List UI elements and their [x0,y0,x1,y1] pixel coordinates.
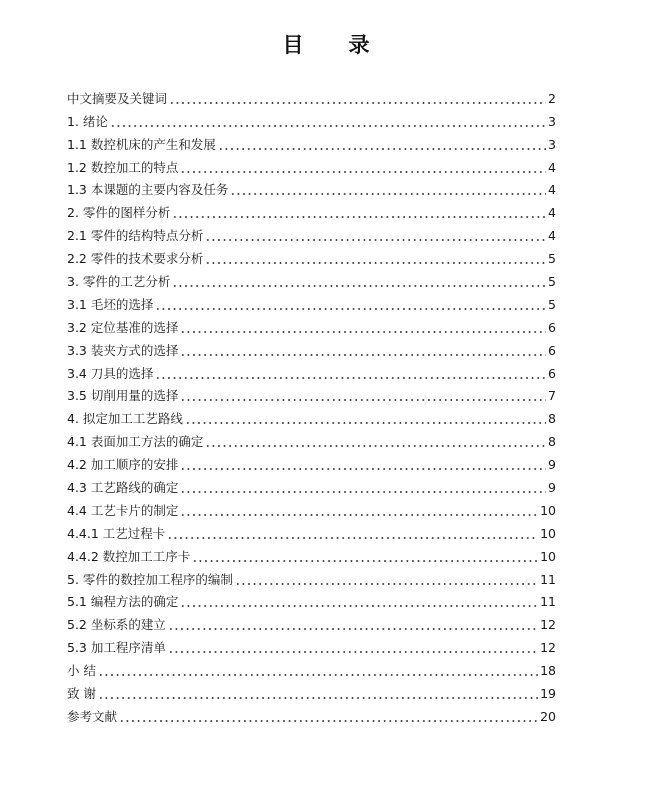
toc-entry-label: 4.4.1 工艺过程卡 [67,525,166,541]
toc-entry-page: 8 [548,434,556,450]
toc-entry[interactable] [67,221,556,244]
toc-entry[interactable] [67,450,556,473]
toc-entry[interactable] [67,267,556,290]
toc-entry[interactable] [67,313,556,336]
toc-entry-label: 5. 零件的数控加工程序的编制 [67,571,233,587]
toc-entry-page: 9 [548,480,556,496]
toc-leader-dots [180,386,546,402]
toc-leader-dots [167,524,538,540]
toc-entry[interactable] [67,542,556,565]
toc-entry-label: 1.3 本课题的主要内容及任务 [67,182,229,198]
toc-entry-label: 3. 零件的工艺分析 [67,274,171,290]
toc-entry-label: 4.4 工艺卡片的制定 [67,502,179,518]
toc-entry[interactable] [67,610,556,633]
toc-entry[interactable] [67,107,556,130]
toc-entry-label: 4.1 表面加工方法的确定 [67,434,204,450]
toc-entry[interactable] [67,244,556,267]
toc-entry-label: 1.1 数控机床的产生和发展 [67,136,216,152]
toc-leader-dots [155,295,546,311]
toc-entry-page: 12 [540,640,556,656]
toc-entry-page: 4 [548,182,556,198]
toc-entry[interactable] [67,84,556,107]
toc-leader-dots [172,272,546,288]
toc-entry[interactable] [67,290,556,313]
toc-leader-dots [180,592,538,608]
toc-entry-label: 4.3 工艺路线的确定 [67,480,179,496]
toc-entry-label: 5.2 坐标系的建立 [67,617,166,633]
toc-entry-page: 5 [548,296,556,312]
toc-entry[interactable] [67,336,556,359]
toc-leader-dots [180,478,546,494]
toc-leader-dots [185,409,546,425]
toc-entry-page: 10 [540,548,556,564]
toc-entry[interactable] [67,153,556,176]
toc-leader-dots [180,501,538,517]
toc-entry[interactable] [67,702,556,725]
toc-entry-label: 2.1 零件的结构特点分析 [67,228,204,244]
toc-leader-dots [180,158,546,174]
toc-entry[interactable] [67,588,556,611]
toc-entry[interactable] [67,679,556,702]
toc-entry[interactable] [67,656,556,679]
toc-leader-dots [172,203,546,219]
toc-entry-label: 3.5 切削用量的选择 [67,388,179,404]
toc-title: 目 录 [282,33,389,57]
toc-entry-label: 4. 拟定加工工艺路线 [67,411,183,427]
toc-entry[interactable] [67,633,556,656]
toc-leader-dots [235,570,538,586]
toc-entry-page: 4 [548,159,556,175]
toc-entry-label: 1. 绪论 [67,113,108,129]
toc-entry[interactable] [67,496,556,519]
toc-entry-page: 6 [548,365,556,381]
toc-entry-label: 2.2 零件的技术要求分析 [67,251,204,267]
toc-entry-label: 5.3 加工程序清单 [67,640,166,656]
toc-entry-page: 5 [548,251,556,267]
toc-entry-page: 3 [548,136,556,152]
toc-entry-label: 5.1 编程方法的确定 [67,594,179,610]
toc-entry-page: 6 [548,342,556,358]
toc-entry-page: 5 [548,274,556,290]
toc-entry-label: 4.2 加工顺序的安排 [67,457,179,473]
toc-entry-label: 参考文献 [67,708,118,724]
toc-leader-dots [98,684,538,700]
toc-entry[interactable] [67,198,556,221]
toc-leader-dots [230,180,546,196]
toc-entry[interactable] [67,404,556,427]
toc-entry[interactable] [67,473,556,496]
toc-leader-dots [168,615,538,631]
toc-entry-label: 中文摘要及关键词 [67,90,168,106]
toc-leader-dots [180,318,546,334]
toc-entry[interactable] [67,359,556,382]
toc-entry-label: 1.2 数控加工的特点 [67,159,179,175]
toc-entry-page: 2 [548,90,556,106]
toc-entry-page: 8 [548,411,556,427]
toc-leader-dots [98,661,538,677]
toc-entry[interactable] [67,427,556,450]
toc-entry-page: 4 [548,228,556,244]
toc-entry-page: 3 [548,113,556,129]
toc-entry-page: 18 [540,663,556,679]
toc-entry[interactable] [67,382,556,405]
toc-entry-page: 11 [540,571,556,587]
toc-entry-page: 10 [540,502,556,518]
toc-leader-dots [205,249,546,265]
toc-leader-dots [169,89,546,105]
toc-entry[interactable] [67,176,556,199]
toc-entry-page: 19 [540,686,556,702]
toc-leader-dots [110,112,546,128]
toc-entry-label: 4.4.2 数控加工工序卡 [67,548,191,564]
toc-entry-page: 9 [548,457,556,473]
toc-entry-label: 3.3 装夹方式的选择 [67,342,179,358]
toc-list [67,84,556,725]
toc-entry-page: 12 [540,617,556,633]
toc-leader-dots [192,547,538,563]
toc-leader-dots [205,226,546,242]
toc-entry-label: 小 结 [67,663,96,679]
toc-leader-dots [168,638,538,654]
toc-leader-dots [205,432,546,448]
toc-entry-page: 20 [540,708,556,724]
toc-leader-dots [180,341,546,357]
toc-leader-dots [155,364,546,380]
toc-entry[interactable] [67,519,556,542]
toc-leader-dots [119,707,538,723]
toc-entry-label: 致 谢 [67,686,96,702]
toc-entry-label: 3.1 毛坯的选择 [67,296,154,312]
toc-leader-dots [180,455,546,471]
toc-entry-page: 10 [540,525,556,541]
toc-entry-page: 7 [548,388,556,404]
toc-leader-dots [218,135,546,151]
toc-entry[interactable] [67,130,556,153]
toc-entry[interactable] [67,565,556,588]
toc-entry-label: 3.2 定位基准的选择 [67,319,179,335]
toc-entry-page: 11 [540,594,556,610]
toc-entry-page: 4 [548,205,556,221]
toc-entry-label: 3.4 刀具的选择 [67,365,154,381]
toc-entry-page: 6 [548,319,556,335]
toc-entry-label: 2. 零件的图样分析 [67,205,171,221]
